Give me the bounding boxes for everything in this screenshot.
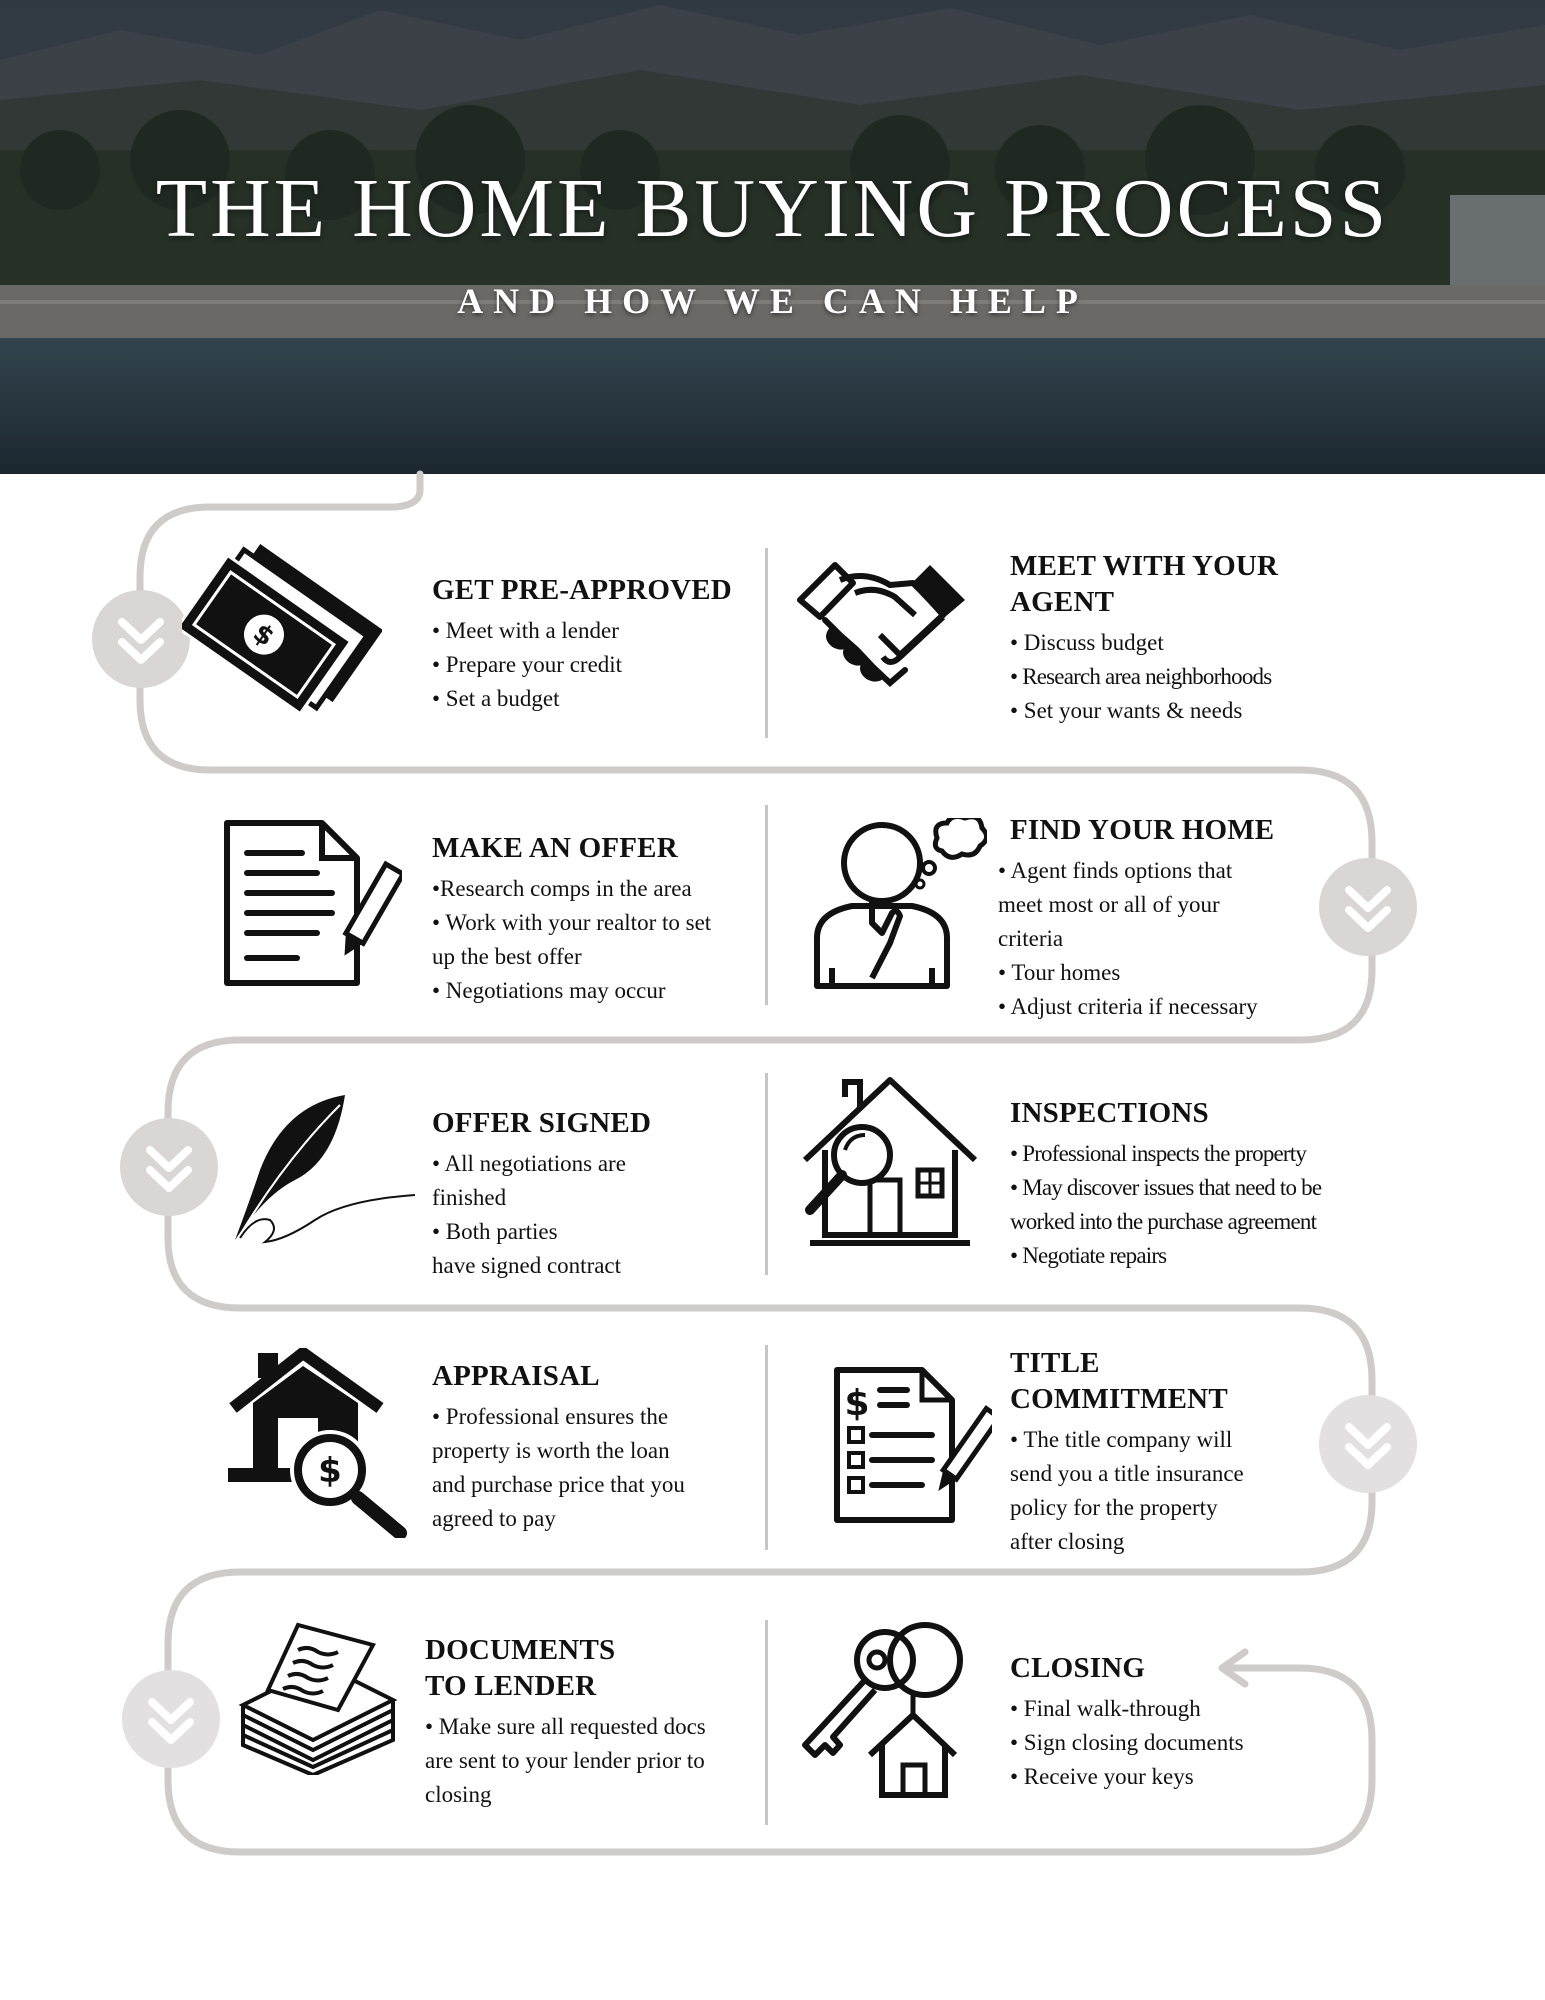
chevron-down-icon	[1319, 1395, 1417, 1493]
thinking-person-icon	[812, 818, 987, 990]
list-item: • Set a budget	[432, 686, 560, 711]
list-item: • Make sure all requested docs	[425, 1714, 706, 1739]
step-title: OFFER SIGNED	[432, 1107, 652, 1139]
column-divider	[765, 805, 768, 1005]
list-item: • Both parties	[432, 1219, 558, 1244]
step-make-an-offer	[432, 830, 762, 1008]
quill-signature-icon	[225, 1090, 415, 1250]
list-item: • The title company will	[1010, 1427, 1233, 1452]
list-item: • May discover issues that need to be	[1010, 1175, 1322, 1200]
list-item: up the best offer	[432, 944, 582, 969]
list-item: and purchase price that you	[432, 1472, 685, 1497]
step-bullets	[432, 1147, 732, 1283]
step-get-pre-approved	[432, 572, 762, 716]
step-title: MAKE AN OFFER	[432, 832, 678, 864]
step-documents-to-lender	[425, 1632, 765, 1812]
step-bullets	[425, 1710, 765, 1812]
step-bullets	[432, 614, 762, 716]
list-item: • Negotiations may occur	[432, 978, 666, 1003]
svg-text:$: $	[844, 1383, 870, 1424]
list-item: worked into the purchase agreement	[1010, 1209, 1317, 1234]
column-divider	[765, 1073, 768, 1275]
list-item: • Meet with a lender	[432, 618, 619, 643]
step-bullets	[432, 872, 762, 1008]
list-item: send you a title insurance	[1010, 1461, 1244, 1486]
page-subtitle: AND HOW WE CAN HELP	[457, 281, 1088, 321]
list-item: • Receive your keys	[1010, 1764, 1194, 1789]
list-item: are sent to your lender prior to	[425, 1748, 705, 1773]
step-title-commitment	[1010, 1345, 1310, 1559]
list-item: • All negotiations are	[432, 1151, 626, 1176]
step-title-line: AGENT	[1010, 586, 1115, 618]
chevron-down-icon	[122, 1670, 220, 1768]
step-bullets	[432, 1400, 752, 1536]
step-bullets	[1010, 626, 1330, 728]
step-title-line: TITLE	[1010, 1347, 1100, 1379]
step-title: INSPECTIONS	[1010, 1097, 1209, 1129]
step-title	[1010, 1345, 1310, 1417]
step-title	[1010, 548, 1330, 620]
list-item: criteria	[998, 926, 1064, 951]
list-item: meet most or all of your	[998, 892, 1220, 917]
list-item: have signed contract	[432, 1253, 622, 1278]
chevron-down-icon	[1319, 858, 1417, 956]
list-item: policy for the property	[1010, 1495, 1218, 1520]
list-item: • Set your wants & needs	[1010, 698, 1243, 723]
step-title-line: COMMITMENT	[1010, 1383, 1228, 1415]
step-title	[425, 1632, 765, 1704]
step-bullets	[998, 854, 1308, 1024]
step-meet-with-your-agent	[1010, 548, 1330, 728]
house-magnifier-icon	[800, 1075, 980, 1250]
step-title-line: MEET WITH YOUR	[1010, 550, 1279, 582]
step-bullets	[1010, 1137, 1370, 1273]
list-item: • Prepare your credit	[432, 652, 623, 677]
step-bullets	[1010, 1423, 1310, 1559]
step-find-your-home	[998, 812, 1308, 1024]
column-divider	[765, 548, 768, 738]
step-inspections	[1010, 1095, 1370, 1273]
paper-stack-icon	[238, 1615, 398, 1775]
list-item: • Final walk-through	[1010, 1696, 1201, 1721]
list-item: agreed to pay	[432, 1506, 556, 1531]
list-item: • Research area neighborhoods	[1010, 664, 1272, 689]
list-item: • Sign closing documents	[1010, 1730, 1244, 1755]
list-item: finished	[432, 1185, 507, 1210]
step-title: APPRAISAL	[432, 1360, 600, 1392]
money-bills-icon	[182, 535, 382, 740]
svg-text:$: $	[247, 617, 280, 653]
step-offer-signed	[432, 1105, 732, 1283]
list-item: • Professional ensures the	[432, 1404, 669, 1429]
svg-text:$: $	[318, 1451, 342, 1491]
chevron-down-icon	[92, 590, 190, 688]
step-appraisal	[432, 1358, 752, 1536]
document-pen-icon	[222, 818, 402, 990]
step-title: GET PRE-APPROVED	[432, 574, 732, 606]
step-title-line: DOCUMENTS	[425, 1634, 616, 1666]
step-bullets	[1010, 1692, 1310, 1794]
list-item: property is worth the loan	[432, 1438, 670, 1463]
step-title: FIND YOUR HOME	[1010, 814, 1275, 846]
list-item: • Work with your realtor to set	[432, 910, 712, 935]
list-item: • Discuss budget	[1010, 630, 1164, 655]
list-item: • Negotiate repairs	[1010, 1243, 1167, 1268]
chevron-down-icon	[120, 1118, 218, 1216]
page-title: THE HOME BUYING PROCESS	[155, 162, 1390, 255]
list-item: • Agent finds options that	[998, 858, 1233, 883]
handshake-icon	[795, 555, 970, 720]
list-item: • Professional inspects the property	[1010, 1141, 1307, 1166]
house-dollar-search-icon	[228, 1348, 408, 1538]
list-item: closing	[425, 1782, 492, 1807]
house-keys-icon	[795, 1615, 970, 1800]
list-item: after closing	[1010, 1529, 1125, 1554]
column-divider	[765, 1620, 768, 1825]
step-title-line: TO LENDER	[425, 1670, 597, 1702]
list-item: • Adjust criteria if necessary	[998, 994, 1258, 1019]
step-closing	[1010, 1650, 1310, 1794]
list-item: •Research comps in the area	[432, 876, 692, 901]
step-title: CLOSING	[1010, 1652, 1146, 1684]
checklist-dollar-icon	[832, 1365, 992, 1525]
list-item: • Tour homes	[998, 960, 1121, 985]
column-divider	[765, 1345, 768, 1550]
